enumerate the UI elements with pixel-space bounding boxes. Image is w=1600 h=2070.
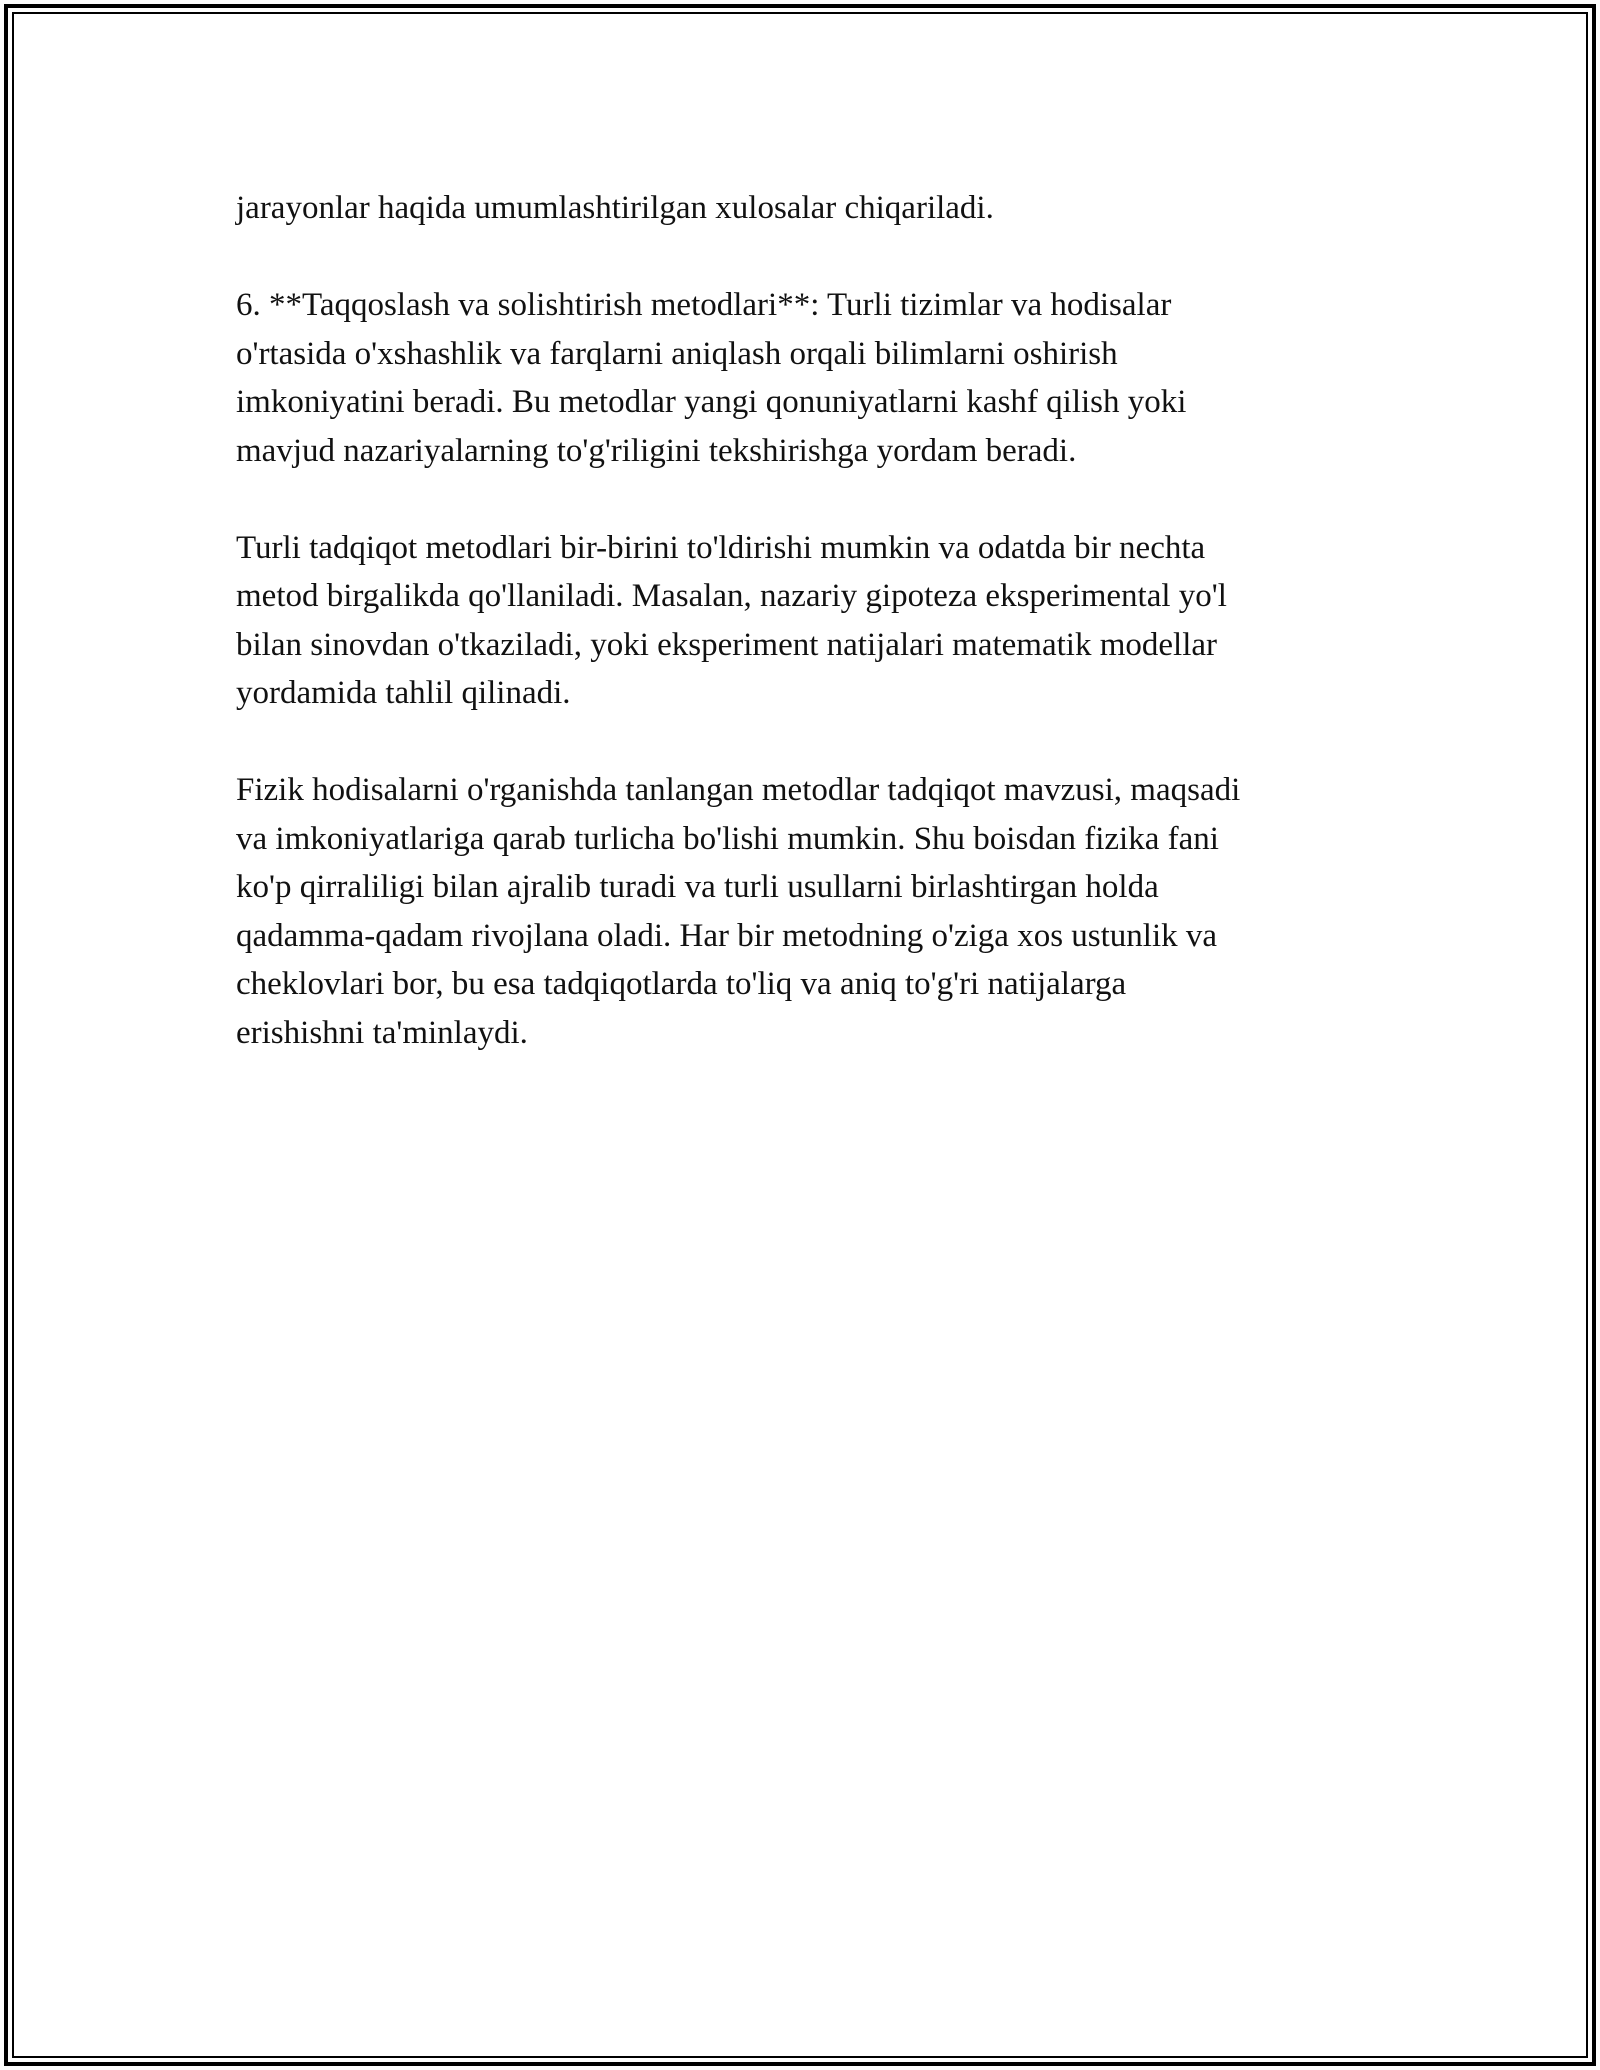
paragraph-combined-methods: Turli tadqiqot metodlari bir-birini to'ldirishi mumkin va odatda bir nechta metod birgalikda qo'llaniladi. Masalan, nazariy gipoteza eksperimental yo'l bilan sinovdan o'tkaziladi, yoki eksperiment natijalari matematik modellar yordamida tahlil qilinadi. [236, 529, 1227, 711]
paragraph-comparison-methods: 6. **Taqqoslash va solishtirish metodlari**: Turli tizimlar va hodisalar o'rtasida o'xshashlik va farqlarni aniqlash orqali bilimlarni oshirish imkoniyatini beradi. Bu metodlar yangi qonuniyatlarni kashf qilish yoki mavjud nazariyalarning to'g'riligini tekshirishga yordam beradi. [236, 287, 1187, 469]
document-body [236, 184, 1386, 1106]
paragraph-continuation: jarayonlar haqida umumlashtirilgan xulosalar chiqariladi. [236, 190, 994, 226]
paragraph-conclusion: Fizik hodisalarni o'rganishda tanlangan metodlar tadqiqot mavzusi, maqsadi va imkoniyatlariga qarab turlicha bo'lishi mumkin. Shu boisdan fizika fani ko'p qirraliligi bilan ajralib turadi va turli usullarni birlashtirgan holda qadamma-qadam rivojlana oladi. Har bir metodning o'ziga xos ustunlik va cheklovlari bor, bu esa tadqiqotlarda to'liq va aniq to'g'ri natijalarga erishishni ta'minlaydi. [236, 772, 1241, 1051]
